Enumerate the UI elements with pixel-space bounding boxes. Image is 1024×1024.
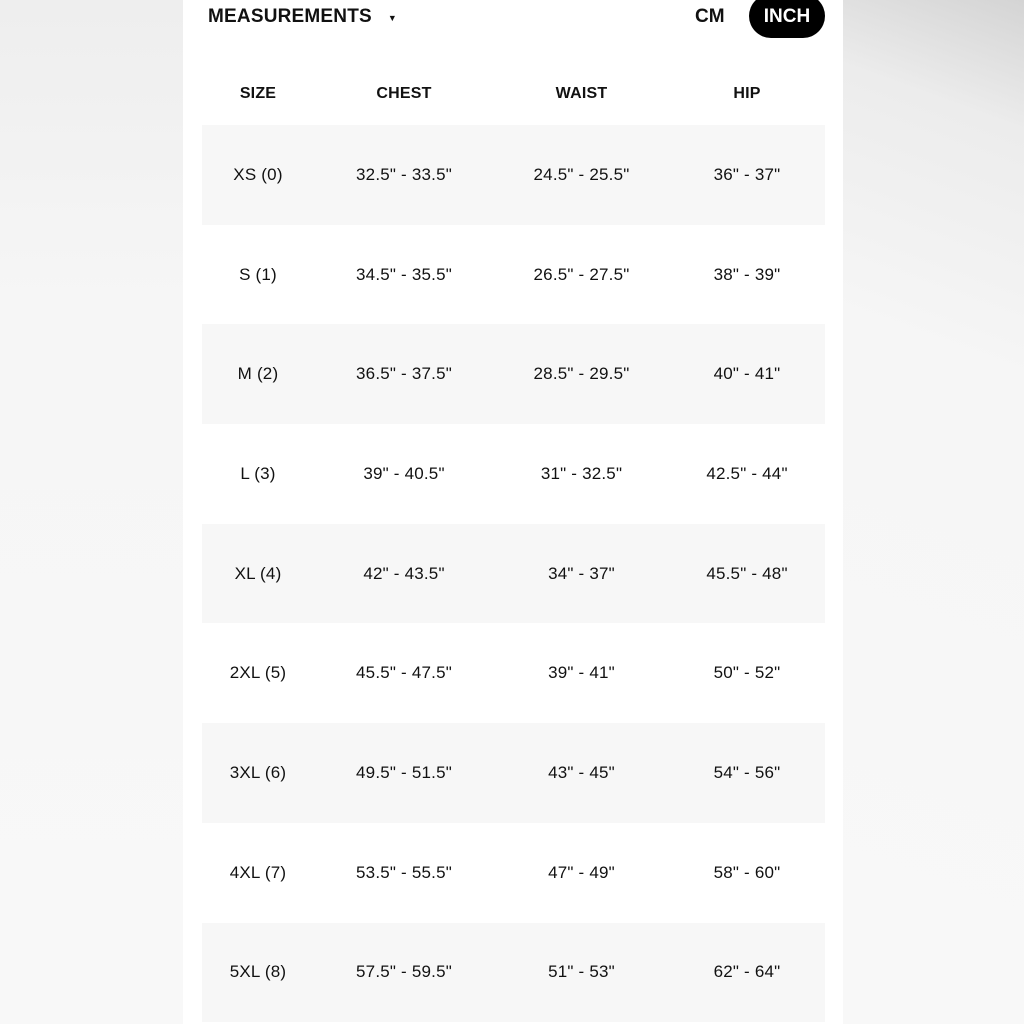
size-chart-toolbar — [183, 0, 843, 40]
chest-cell: 36.5" - 37.5" — [356, 364, 452, 384]
waist-cell: 51" - 53" — [548, 962, 615, 982]
size-cell: L (3) — [240, 463, 276, 483]
hip-cell: 58" - 60" — [713, 862, 781, 882]
chest-cell: 57.5" - 59.5" — [356, 962, 452, 982]
size-cell: S (1) — [239, 264, 277, 284]
table-row — [202, 823, 825, 923]
size-table — [202, 63, 825, 1022]
hip-cell: 62" - 64" — [713, 962, 781, 982]
hip-cell: 40" - 41" — [713, 364, 781, 384]
hip-cell: 42.5" - 44" — [706, 463, 788, 483]
hip-cell: 45.5" - 48" — [706, 563, 788, 583]
hip-cell: 36" - 37" — [713, 164, 781, 184]
hip-cell: 54" - 56" — [713, 762, 781, 782]
table-row — [202, 125, 825, 225]
waist-cell: 43" - 45" — [548, 762, 615, 782]
table-header-row — [202, 63, 825, 125]
unit-toggle-cm[interactable]: CM — [695, 6, 725, 27]
measurements-dropdown-label: MEASUREMENTS — [208, 6, 372, 27]
table-row — [202, 524, 825, 624]
hip-cell: 38" - 39" — [713, 264, 781, 284]
size-cell: 2XL (5) — [229, 663, 287, 683]
waist-cell: 26.5" - 27.5" — [533, 264, 630, 284]
table-row — [202, 424, 825, 524]
size-cell: XS (0) — [233, 164, 283, 184]
chest-cell: 39" - 40.5" — [363, 463, 445, 483]
caret-down-icon: ▼ — [387, 12, 397, 23]
chest-cell: 53.5" - 55.5" — [356, 862, 452, 882]
size-cell: XL (4) — [234, 563, 282, 583]
waist-cell: 28.5" - 29.5" — [533, 364, 630, 384]
background-right — [843, 0, 1024, 1024]
measurements-dropdown[interactable] — [208, 4, 397, 30]
waist-cell: 47" - 49" — [548, 862, 615, 882]
size-chart-panel — [183, 0, 843, 1024]
size-cell: 3XL (6) — [229, 762, 287, 782]
chest-cell: 45.5" - 47.5" — [356, 663, 452, 683]
hip-cell: 50" - 52" — [713, 663, 781, 683]
column-header-size: SIZE — [239, 85, 277, 102]
chest-cell: 42" - 43.5" — [363, 563, 445, 583]
table-row — [202, 225, 825, 325]
waist-cell: 24.5" - 25.5" — [533, 164, 630, 184]
chest-cell: 34.5" - 35.5" — [356, 264, 452, 284]
size-cell: 4XL (7) — [229, 862, 287, 882]
column-header-waist: WAIST — [555, 85, 608, 102]
table-row — [202, 723, 825, 823]
chest-cell: 49.5" - 51.5" — [356, 762, 452, 782]
column-header-hip: HIP — [733, 85, 761, 102]
table-row — [202, 923, 825, 1023]
waist-cell: 31" - 32.5" — [540, 463, 623, 483]
chest-cell: 32.5" - 33.5" — [356, 164, 452, 184]
background-left — [0, 0, 183, 1024]
column-header-chest: CHEST — [376, 85, 432, 102]
size-cell: M (2) — [237, 364, 279, 384]
table-row — [202, 623, 825, 723]
table-row — [202, 324, 825, 424]
size-cell: 5XL (8) — [229, 962, 287, 982]
waist-cell: 39" - 41" — [548, 663, 615, 683]
waist-cell: 34" - 37" — [548, 563, 615, 583]
unit-toggle-inch[interactable]: INCH — [749, 0, 825, 38]
